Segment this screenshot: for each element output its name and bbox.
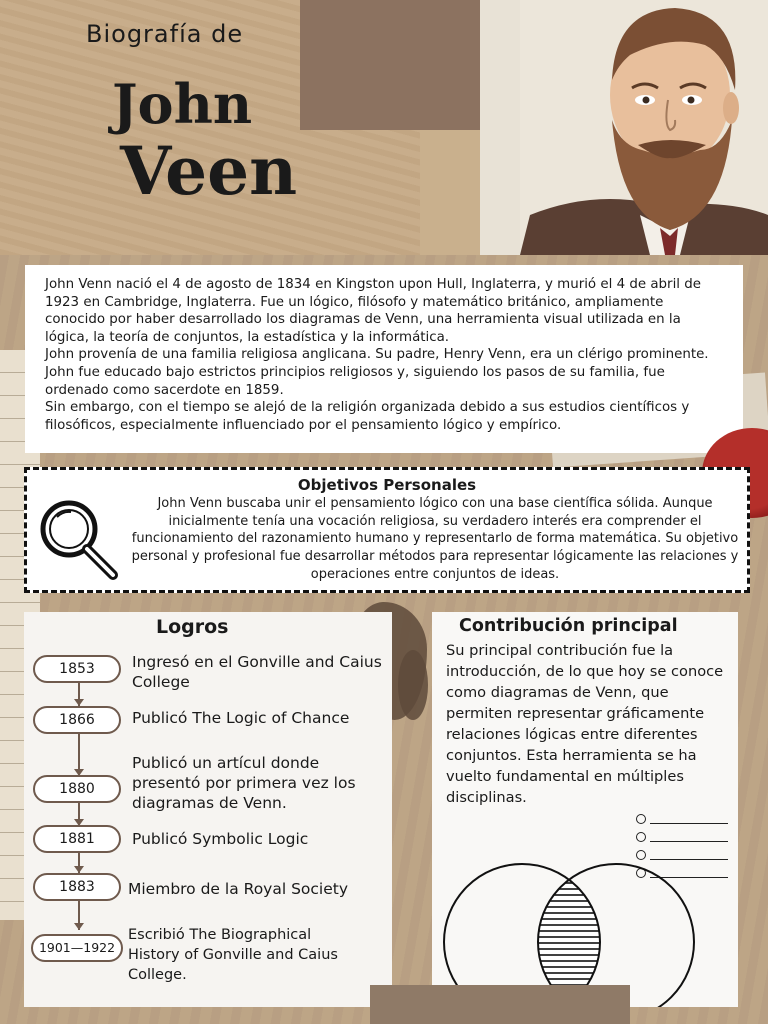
contribution-panel <box>432 612 738 1007</box>
timeline-event: Ingresó en el Gonville and Caius College <box>132 653 382 691</box>
timeline-year: 1901—1922 <box>31 934 123 962</box>
bullet-circle-icon <box>636 832 646 842</box>
ink-stain <box>398 650 428 720</box>
objectives-title: Objetivos Personales <box>297 476 477 494</box>
title-last-name: Veen <box>120 132 298 210</box>
timeline-event: Escribió The Biographical History of Gonville and Caius College. <box>128 927 338 983</box>
blank-line <box>650 823 728 824</box>
timeline-year: 1881 <box>33 825 121 853</box>
timeline-year: 1866 <box>33 706 121 734</box>
contribution-title: Contribución principal <box>459 616 678 636</box>
bullet-circle-icon <box>636 850 646 860</box>
timeline-year: 1880 <box>33 775 121 803</box>
blank-line <box>650 859 728 860</box>
intro-paragraph: John Venn nació el 4 de agosto de 1834 en Kingston upon Hull, Inglaterra, y murió el 4 de abril de 1923 en Cambridge, Inglaterra. Fue un lógico, filósofo y matemático británico, ampliamente conocido por haber desarrollado los diagramas de Venn, una herramienta visual utilizada en la lógica, la teoría de conjuntos, la estadística y la informática. <box>45 277 702 345</box>
blank-line <box>650 841 728 842</box>
achievements-panel <box>24 612 392 1007</box>
intro-paragraph: John provenía de una familia religiosa anglicana. Su padre, Henry Venn, era un clérigo prominente. John fue educado bajo estrictos principios religiosos y, siguiendo los pasos de su familia, fue ordenado como sacerdote en 1859. <box>45 347 709 398</box>
timeline-year: 1883 <box>33 873 121 901</box>
timeline-event: Publicó un artícul donde presentó por primera vez los diagramas de Venn. <box>132 754 356 812</box>
objectives-text: John Venn buscaba unir el pensamiento lógico con una base científica sólida. Aunque inicialmente tenía una vocación religiosa, su verdadero interés era comprender el funcionamiento del razonamiento humano y representarlo de forma matemática. Su objetivo personal y profesional fue desarrollar métodos para representar lógicamente las relaciones y operaciones entre conjuntos de ideas. <box>131 496 739 582</box>
objectives-box <box>24 467 750 593</box>
biography-intro <box>25 265 743 453</box>
title-first-name: John <box>112 72 253 136</box>
intro-paragraph: Sin embargo, con el tiempo se alejó de la religión organizada debido a sus estudios científicos y filosóficos, especialmente influenciado por el pensamiento lógico y empírico. <box>45 400 690 433</box>
arrow-down-icon <box>74 699 84 706</box>
magnifying-glass-icon <box>33 495 123 585</box>
timeline-event: Miembro de la Royal Society <box>128 880 349 898</box>
timeline-year: 1853 <box>33 655 121 683</box>
achievements-title: Logros <box>156 616 229 638</box>
arrow-down-icon <box>74 923 84 930</box>
arrow-down-icon <box>74 866 84 873</box>
page-subtitle: Biografía de <box>86 20 244 48</box>
timeline-event: Publicó The Logic of Chance <box>132 709 350 727</box>
portrait-illustration <box>520 0 768 255</box>
contribution-text: Su principal contribución fue la introducción, de lo que hoy se conoce como diagramas de Venn, que permiten representar gráficamente relaciones lógicas entre diferentes conjuntos. Esta herramienta se ha vuelto fundamental en múltiples disciplinas. <box>446 642 724 806</box>
brown-paper-scrap <box>370 985 630 1024</box>
timeline-event: Publicó Symbolic Logic <box>132 830 309 848</box>
bullet-circle-icon <box>636 814 646 824</box>
